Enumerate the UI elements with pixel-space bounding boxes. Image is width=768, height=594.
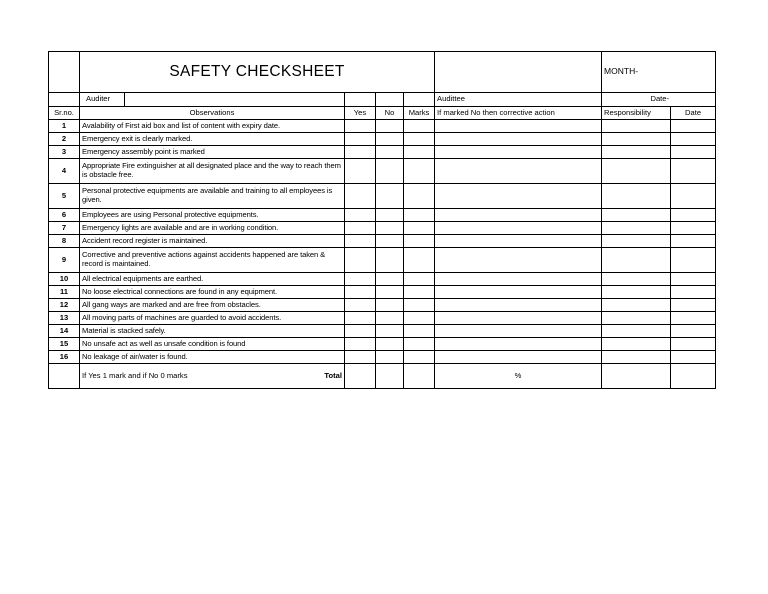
col-header-srno: Sr.no.: [49, 107, 80, 120]
responsibility-cell[interactable]: [602, 120, 671, 133]
row-number: 15: [49, 338, 80, 351]
row-number: 2: [49, 133, 80, 146]
no-cell[interactable]: [376, 120, 404, 133]
marks-cell[interactable]: [404, 184, 435, 209]
no-cell[interactable]: [376, 222, 404, 235]
blank-cell: [49, 93, 80, 107]
row-number: 13: [49, 312, 80, 325]
total-row: [49, 364, 716, 389]
corrective-action-cell[interactable]: [435, 159, 602, 184]
auditer-label-text: Auditer: [86, 94, 111, 104]
corrective-action-cell[interactable]: [435, 120, 602, 133]
logo-cell: [49, 52, 80, 93]
responsibility-cell[interactable]: [602, 159, 671, 184]
marks-cell[interactable]: [404, 351, 435, 364]
observation-text: Material is stacked safely.: [80, 325, 345, 338]
yes-cell[interactable]: [345, 273, 376, 286]
marks-cell[interactable]: [404, 325, 435, 338]
col-header-no: No: [376, 107, 404, 120]
corrective-action-cell[interactable]: [435, 209, 602, 222]
yes-cell[interactable]: [345, 184, 376, 209]
table-row: [49, 159, 716, 184]
corrective-action-cell[interactable]: [435, 184, 602, 209]
table-row: [49, 184, 716, 209]
table-row: [49, 133, 716, 146]
responsibility-cell[interactable]: [602, 133, 671, 146]
responsibility-cell[interactable]: [602, 222, 671, 235]
yes-cell[interactable]: [345, 235, 376, 248]
corrective-action-cell[interactable]: [435, 248, 602, 273]
auditer-label: [80, 93, 125, 107]
date-cell[interactable]: [671, 120, 716, 133]
yes-cell[interactable]: [345, 325, 376, 338]
marks-cell[interactable]: [404, 209, 435, 222]
date-cell[interactable]: [671, 286, 716, 299]
blank-cell: [671, 364, 716, 389]
responsibility-cell[interactable]: [602, 312, 671, 325]
table-row: [49, 351, 716, 364]
table-row: [49, 222, 716, 235]
yes-cell[interactable]: [345, 159, 376, 184]
responsibility-cell[interactable]: [602, 209, 671, 222]
corrective-action-cell[interactable]: [435, 273, 602, 286]
marks-cell[interactable]: [404, 120, 435, 133]
row-number: 1: [49, 120, 80, 133]
yes-cell[interactable]: [345, 312, 376, 325]
no-cell[interactable]: [376, 312, 404, 325]
observation-text: Emergency exit is clearly marked.: [80, 133, 345, 146]
responsibility-cell[interactable]: [602, 351, 671, 364]
col-header-observations: Observations: [80, 107, 345, 120]
marks-cell[interactable]: [404, 235, 435, 248]
marks-cell[interactable]: [404, 146, 435, 159]
row-number: 14: [49, 325, 80, 338]
table-row: [49, 286, 716, 299]
marks-cell[interactable]: [404, 312, 435, 325]
responsibility-cell[interactable]: [602, 235, 671, 248]
row-number: 5: [49, 184, 80, 209]
responsibility-cell[interactable]: [602, 299, 671, 312]
date-cell[interactable]: [671, 222, 716, 235]
table-row: [49, 209, 716, 222]
responsibility-cell[interactable]: [602, 273, 671, 286]
observation-text: No leakage of air/water is found.: [80, 351, 345, 364]
date-cell[interactable]: [671, 351, 716, 364]
observation-text: Emergency assembly point is marked: [80, 146, 345, 159]
total-yes-cell[interactable]: [345, 364, 376, 389]
date-cell[interactable]: [671, 133, 716, 146]
yes-cell[interactable]: [345, 120, 376, 133]
observation-text: Employees are using Personal protective equipments.: [80, 209, 345, 222]
row-number: 8: [49, 235, 80, 248]
marks-cell[interactable]: [404, 133, 435, 146]
no-cell[interactable]: [376, 338, 404, 351]
date-cell[interactable]: [671, 184, 716, 209]
table-row: [49, 325, 716, 338]
table-row: [49, 146, 716, 159]
total-label: Total: [324, 370, 342, 380]
yes-cell[interactable]: [345, 146, 376, 159]
observation-text: Corrective and preventive actions against accidents happened are taken & record is maintained.: [80, 248, 345, 273]
marks-cell[interactable]: [404, 286, 435, 299]
blank-cell: [345, 93, 376, 107]
table-row: [49, 312, 716, 325]
total-no-cell[interactable]: [376, 364, 404, 389]
table-row: [49, 338, 716, 351]
no-cell[interactable]: [376, 209, 404, 222]
responsibility-cell[interactable]: [602, 146, 671, 159]
marking-rule: [80, 364, 345, 389]
date-cell[interactable]: [671, 235, 716, 248]
date-field[interactable]: [602, 93, 716, 107]
percent-cell: %: [435, 364, 602, 389]
row-number: 12: [49, 299, 80, 312]
marking-rule-text: If Yes 1 mark and if No 0 marks: [82, 370, 188, 380]
yes-cell[interactable]: [345, 222, 376, 235]
corrective-action-cell[interactable]: [435, 133, 602, 146]
responsibility-cell[interactable]: [602, 286, 671, 299]
observation-text: Appropriate Fire extinguisher at all designated place and the way to reach them is obstacle free.: [80, 159, 345, 184]
no-cell[interactable]: [376, 351, 404, 364]
marks-cell[interactable]: [404, 299, 435, 312]
corrective-action-cell[interactable]: [435, 338, 602, 351]
row-number: 4: [49, 159, 80, 184]
row-number: 16: [49, 351, 80, 364]
no-cell[interactable]: [376, 184, 404, 209]
responsibility-cell[interactable]: [602, 248, 671, 273]
col-header-marks: Marks: [404, 107, 435, 120]
col-header-date: Date: [671, 107, 716, 120]
date-cell[interactable]: [671, 248, 716, 273]
no-cell[interactable]: [376, 286, 404, 299]
marks-cell[interactable]: [404, 159, 435, 184]
corrective-action-cell[interactable]: [435, 222, 602, 235]
no-cell[interactable]: [376, 235, 404, 248]
safety-checksheet: [48, 51, 716, 389]
blank-cell: [404, 93, 435, 107]
auditee-label: Audittee: [435, 93, 602, 107]
date-cell[interactable]: [671, 146, 716, 159]
corrective-action-cell[interactable]: [435, 286, 602, 299]
table-row: [49, 235, 716, 248]
observation-text: Accident record register is maintained.: [80, 235, 345, 248]
yes-cell[interactable]: [345, 209, 376, 222]
no-cell[interactable]: [376, 248, 404, 273]
col-header-yes: Yes: [345, 107, 376, 120]
date-cell[interactable]: [671, 273, 716, 286]
table-row: [49, 120, 716, 133]
no-cell[interactable]: [376, 133, 404, 146]
marks-cell[interactable]: [404, 273, 435, 286]
observation-text: All moving parts of machines are guarded to avoid accidents.: [80, 312, 345, 325]
responsibility-cell[interactable]: [602, 184, 671, 209]
no-cell[interactable]: [376, 146, 404, 159]
table-row: [49, 273, 716, 286]
month-field[interactable]: MONTH-: [602, 52, 716, 93]
no-cell[interactable]: [376, 299, 404, 312]
page-title: SAFETY CHECKSHEET: [80, 52, 435, 93]
observation-text: All electrical equipments are earthed.: [80, 273, 345, 286]
observation-text: No unsafe act as well as unsafe condition is found: [80, 338, 345, 351]
yes-cell[interactable]: [345, 133, 376, 146]
auditer-field[interactable]: [125, 93, 345, 107]
table-row: [49, 299, 716, 312]
observation-text: No loose electrical connections are found in any equipment.: [80, 286, 345, 299]
date-label: Date-: [650, 94, 670, 104]
col-header-corrective-action: If marked No then corrective action: [435, 107, 602, 120]
date-cell[interactable]: [671, 338, 716, 351]
title-spacer: [435, 52, 602, 93]
date-cell[interactable]: [671, 299, 716, 312]
yes-cell[interactable]: [345, 248, 376, 273]
date-cell[interactable]: [671, 209, 716, 222]
observation-text: Personal protective equipments are available and training to all employees is given.: [80, 184, 345, 209]
row-number: 11: [49, 286, 80, 299]
row-number: 7: [49, 222, 80, 235]
responsibility-cell[interactable]: [602, 325, 671, 338]
blank-cell: [376, 93, 404, 107]
col-header-responsibility: Responsibility: [602, 107, 671, 120]
checksheet-table: [48, 51, 716, 389]
date-cell[interactable]: [671, 312, 716, 325]
yes-cell[interactable]: [345, 299, 376, 312]
observation-text: Avalability of First aid box and list of content with expiry date.: [80, 120, 345, 133]
row-number: 9: [49, 248, 80, 273]
row-number: 6: [49, 209, 80, 222]
marks-cell[interactable]: [404, 222, 435, 235]
no-cell[interactable]: [376, 325, 404, 338]
marks-cell[interactable]: [404, 248, 435, 273]
row-number: 3: [49, 146, 80, 159]
corrective-action-cell[interactable]: [435, 312, 602, 325]
observation-text: All gang ways are marked and are free from obstacles.: [80, 299, 345, 312]
corrective-action-cell[interactable]: [435, 146, 602, 159]
blank-cell: [49, 364, 80, 389]
date-cell[interactable]: [671, 325, 716, 338]
corrective-action-cell[interactable]: [435, 299, 602, 312]
no-cell[interactable]: [376, 159, 404, 184]
yes-cell[interactable]: [345, 286, 376, 299]
observation-text: Emergency lights are available and are in working condition.: [80, 222, 345, 235]
responsibility-cell[interactable]: [602, 338, 671, 351]
blank-cell: [602, 364, 671, 389]
date-cell[interactable]: [671, 159, 716, 184]
corrective-action-cell[interactable]: [435, 235, 602, 248]
row-number: 10: [49, 273, 80, 286]
marks-cell[interactable]: [404, 338, 435, 351]
corrective-action-cell[interactable]: [435, 351, 602, 364]
no-cell[interactable]: [376, 273, 404, 286]
table-row: [49, 248, 716, 273]
total-marks-cell[interactable]: [404, 364, 435, 389]
corrective-action-cell[interactable]: [435, 325, 602, 338]
yes-cell[interactable]: [345, 351, 376, 364]
yes-cell[interactable]: [345, 338, 376, 351]
